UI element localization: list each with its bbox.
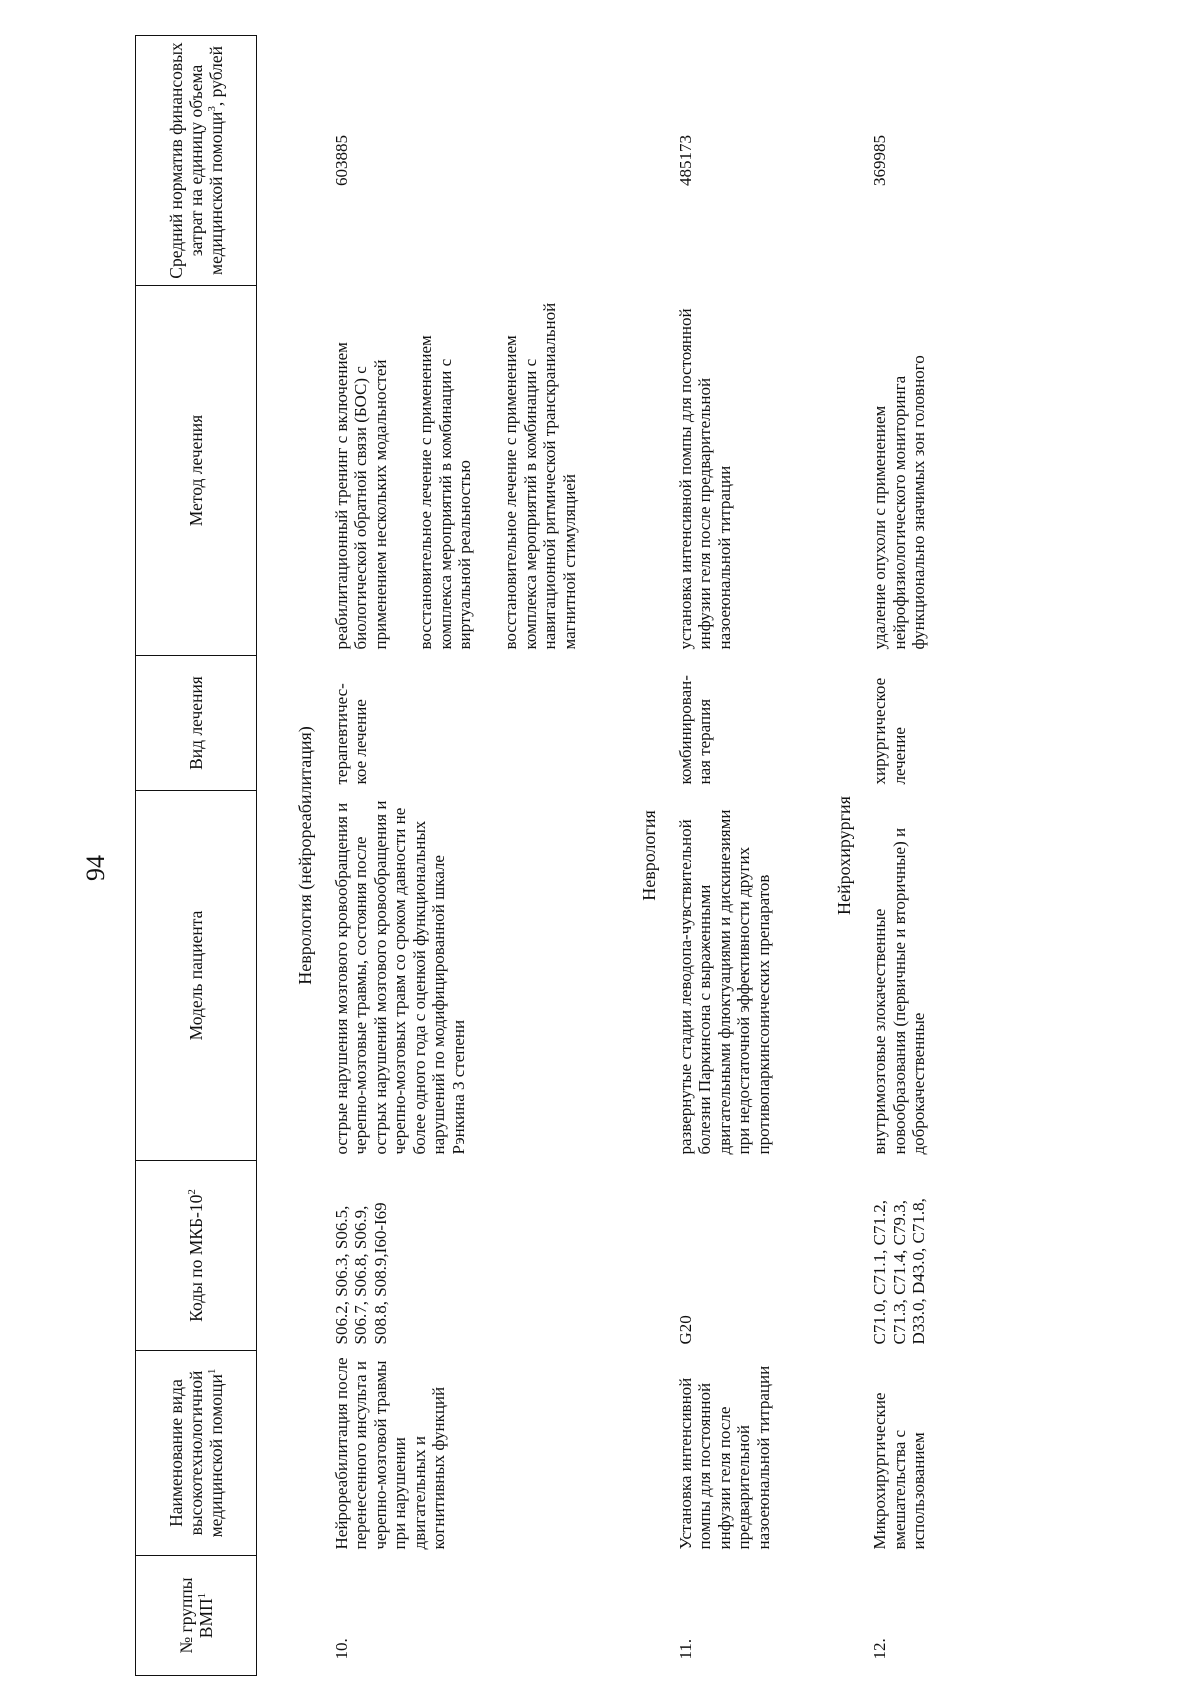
cell-num: 10.	[331, 1638, 351, 1660]
header-type: Вид лечения	[136, 656, 257, 791]
section-row-neurorehab	[257, 36, 326, 1676]
cell-name: Установка интенсивной помпы для постоянной инфузии геля после предварительной назоеюнальной титрации	[675, 1365, 774, 1550]
table-row	[670, 36, 820, 1676]
cell-cost: 369985	[870, 135, 890, 186]
section-row-neurology	[625, 36, 670, 1676]
method-item: удаление опухоли с применением нейрофизиологического мониторинга функционально значимых зон головного	[870, 355, 929, 650]
cell-method	[326, 286, 625, 656]
method-item: восстановительное лечение с применением комплекса мероприятий в комбинации с навигационной ритмической транскраниальной магнитной стимуляцией	[500, 302, 579, 650]
cell-type: хирургическое лечение	[870, 677, 909, 785]
header-num: № группы ВМП$^1$	[136, 1556, 257, 1676]
header-codes: Коды по МКБ-$10^2$	[136, 1161, 257, 1351]
header-model: Модель пациента	[136, 791, 257, 1161]
cell-method	[670, 286, 820, 656]
method-item: восстановительное лечение с применением комплекса мероприятий в комбинации с виртуальной реальностью	[416, 335, 475, 650]
cell-type: комбинирован-ная терапия	[675, 675, 715, 785]
cell-type: терапевтичес-кое лечение	[331, 683, 371, 785]
table-row	[326, 36, 625, 1676]
table-row	[864, 36, 929, 1676]
header-row	[136, 36, 257, 1676]
header-cost: Средний норматив финансовых затрат на единицу объема медицинской помощи$^3$, рублей	[136, 36, 257, 286]
header-name: Наименование вида высокотехнологичной медицинской помощи$^1$	[136, 1351, 257, 1556]
cell-cost: 603885	[331, 135, 351, 186]
cell-num: 11.	[675, 1638, 695, 1660]
cell-cost: 485173	[675, 135, 695, 186]
cell-name: Микрохирургические вмешательства с использованием	[870, 1392, 929, 1550]
section-title: Нейрохирургия	[833, 796, 854, 915]
cell-model: острые нарушения мозгового кровообращения и черепно-мозговые травмы, состояния после острых нарушений мозгового кровообращения и черепно-мозговых травм со сроком давности не более одного года с оценкой функциональных нарушений по модифицированной шкале Рэнкина 3 степени	[331, 800, 468, 1155]
cell-name: Нейрореабилитация после перенесенного инсульта и черепно-мозговой травмы при нарушении двигательных и когнитивных функций	[331, 1357, 449, 1550]
cell-model: внутримозговые злокачественные новообразования (первичные и вторичные) и доброкачественные	[870, 827, 929, 1155]
cell-model: развернутые стадии леводопа-чувствительной болезни Паркинсона с выраженными двигательными флюктуациями и дискинезиями при недостаточной эффективности других противопаркинсонических препаратов	[675, 809, 774, 1155]
cell-codes: G20	[675, 1315, 695, 1345]
cell-num: 12.	[870, 1638, 890, 1660]
section-row-neurosurgery	[820, 36, 865, 1676]
vmp-table	[135, 35, 929, 1676]
method-item: установка интенсивной помпы для постоянной инфузии геля после предварительной назоеюнальной титрации	[675, 308, 734, 650]
cell-codes: S06.2, S06.3, S06.5, S06.7, S06.8, S06.9, S08.8, S08.9,I60-I69	[331, 1202, 390, 1345]
cell-codes: C71.0, C71.1, C71.2, C71.3, C71.4, C79.3, D33.0, D43.0, C71.8,	[870, 1198, 929, 1345]
header-method: Метод лечения	[136, 286, 257, 656]
method-item: реабилитационный тренинг с включением биологической обратной связи (БОС) с применением нескольких модальностей	[331, 342, 390, 650]
page-number: 94	[81, 855, 110, 881]
section-title: Неврология	[639, 810, 660, 901]
cell-method	[864, 286, 929, 656]
rotated-table-sheet	[135, 36, 1200, 1676]
section-title: Неврология (нейрореабилитация)	[295, 726, 315, 985]
